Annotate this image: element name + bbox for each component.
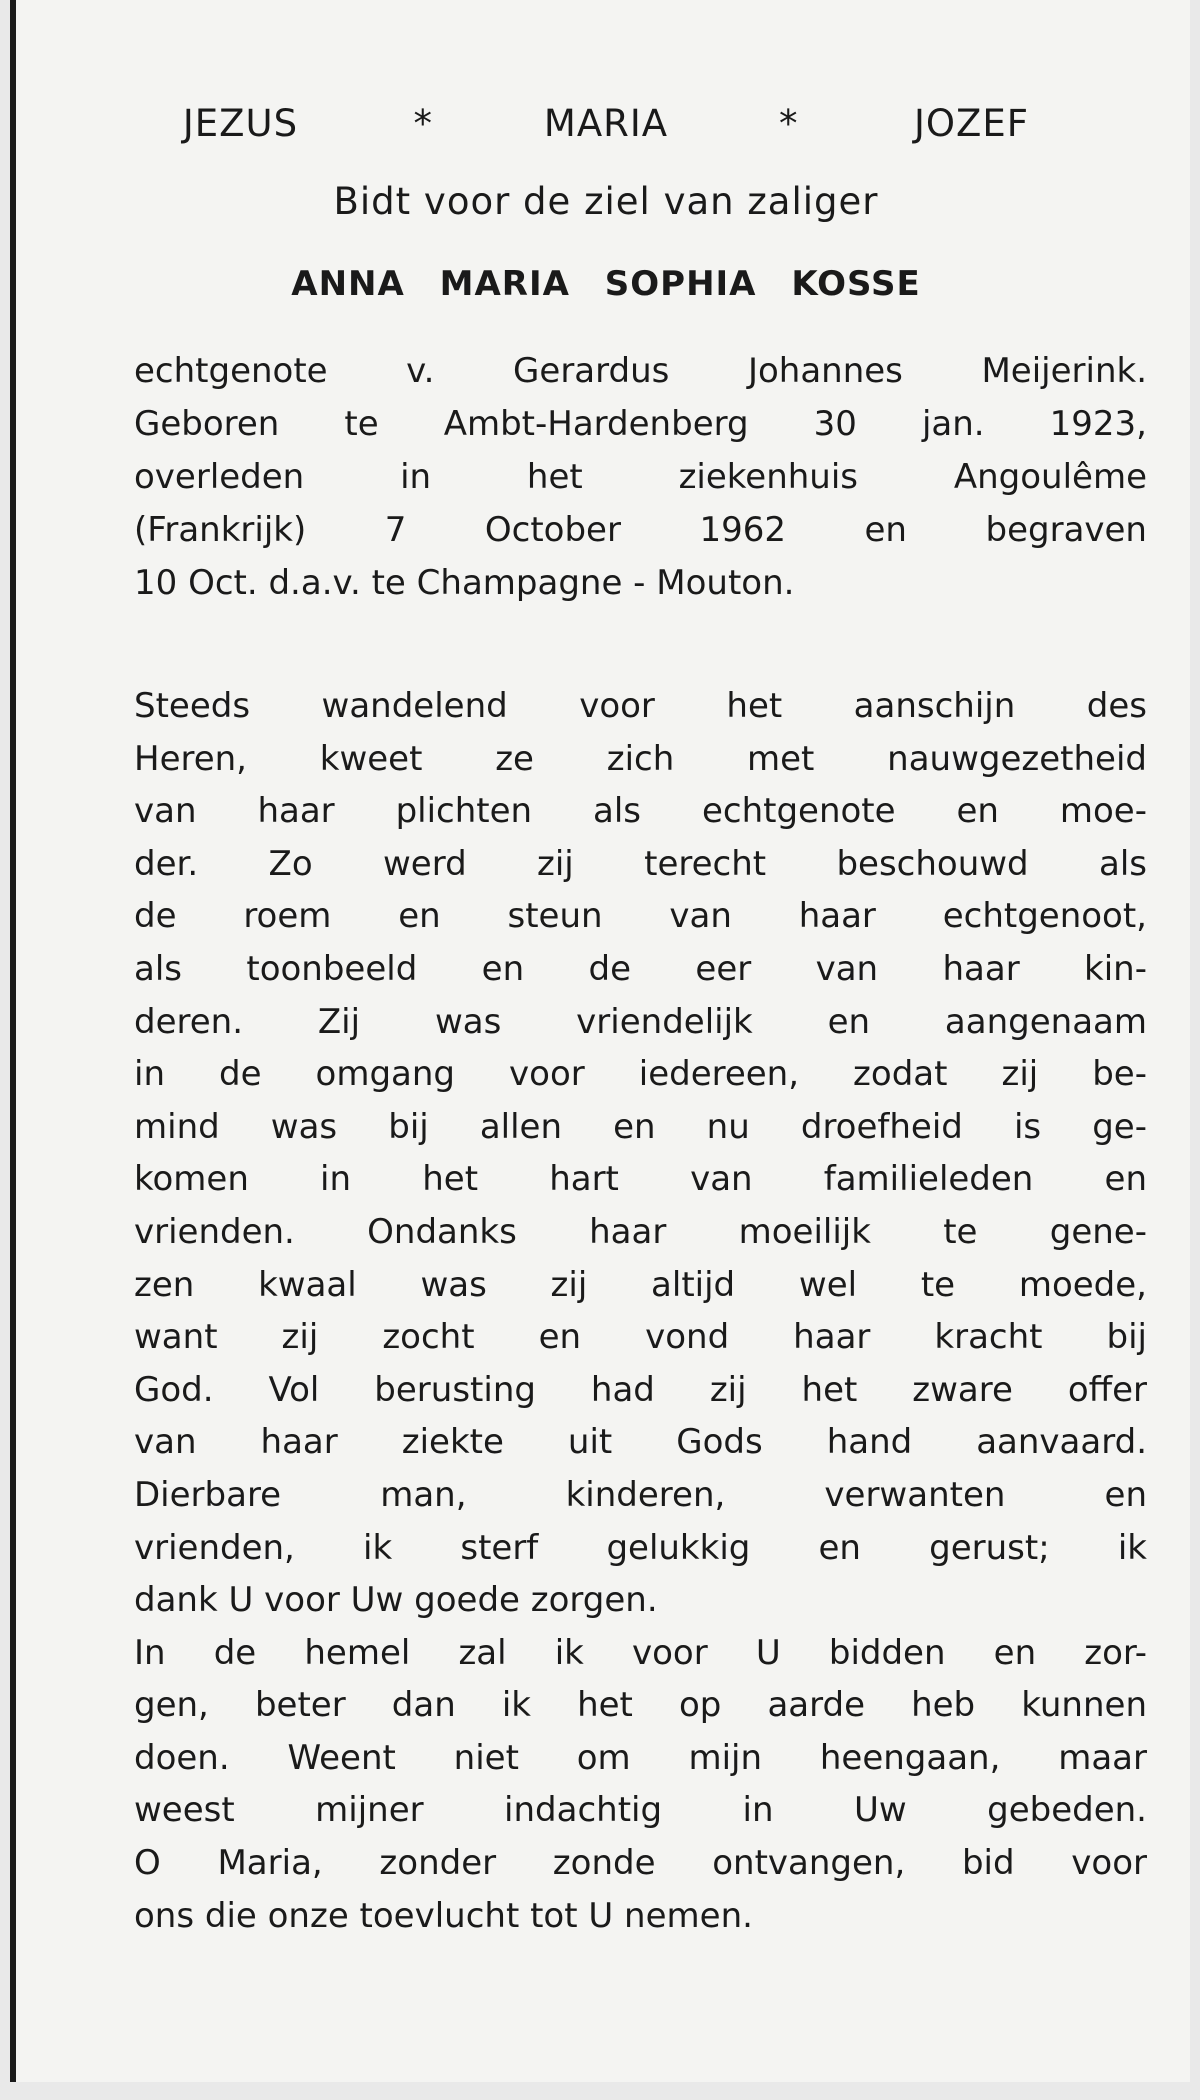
tribute-line: van haar plichten als echtgenote en moe- bbox=[134, 791, 1147, 832]
tribute-line: Dierbare man, kinderen, verwanten en bbox=[134, 1474, 1147, 1515]
tribute-line: gen, beter dan ik het op aarde heb kunnen bbox=[134, 1685, 1147, 1726]
tribute-line: In de hemel zal ik voor U bidden en zor- bbox=[134, 1632, 1147, 1673]
tribute-line: komen in het hart van familieleden en bbox=[134, 1159, 1147, 1200]
biography bbox=[134, 345, 1147, 610]
invocation-maria: MARIA bbox=[543, 102, 669, 145]
deceased-name: ANNA MARIA SOPHIA KOSSE bbox=[291, 264, 921, 304]
tribute-line: want zij zocht en vond haar kracht bij bbox=[134, 1317, 1147, 1358]
tribute-line: van haar ziekte uit Gods hand aanvaard. bbox=[134, 1422, 1147, 1463]
tribute-line: O Maria, zonder zonde ontvangen, bid voor bbox=[134, 1843, 1147, 1884]
tribute-line: Heren, kweet ze zich met nauwgezetheid bbox=[134, 738, 1147, 779]
bio-line: 10 Oct. d.a.v. te Champagne - Mouton. bbox=[134, 563, 795, 603]
tribute-line: als toonbeeld en de eer van haar kin- bbox=[134, 948, 1147, 989]
tribute-line: doen. Weent niet om mijn heengaan, maar bbox=[134, 1737, 1147, 1778]
invocation-jezus: JEZUS bbox=[182, 102, 299, 145]
bio-line: echtgenote v. Gerardus Johannes Meijerink. bbox=[134, 351, 1147, 391]
tribute-line: God. Vol berusting had zij het zware offer bbox=[134, 1369, 1147, 1410]
tribute-line: weest mijner indachtig in Uw gebeden. bbox=[134, 1790, 1147, 1831]
tribute-line: zen kwaal was zij altijd wel te moede, bbox=[134, 1264, 1147, 1305]
bio-line: (Frankrijk) 7 October 1962 en begraven bbox=[134, 510, 1147, 550]
invocation-separator: * bbox=[413, 102, 433, 145]
memorial-card bbox=[10, 0, 1190, 2082]
tribute-line: vrienden. Ondanks haar moeilijk te gene- bbox=[134, 1211, 1147, 1252]
tribute-line: deren. Zij was vriendelijk en aangenaam bbox=[134, 1001, 1147, 1042]
tribute-line: in de omgang voor iedereen, zodat zij be- bbox=[134, 1054, 1147, 1095]
bio-line: overleden in het ziekenhuis Angoulême bbox=[134, 457, 1147, 497]
tribute-line: de roem en steun van haar echtgenoot, bbox=[134, 896, 1147, 937]
tribute-line: der. Zo werd zij terecht beschouwd als bbox=[134, 843, 1147, 884]
invocation-line bbox=[16, 102, 1196, 145]
prayer-line: Bidt voor de ziel van zaliger bbox=[333, 180, 879, 223]
tribute-text bbox=[134, 680, 1147, 1942]
invocation-jozef: JOZEF bbox=[914, 102, 1030, 145]
tribute-line: dank U voor Uw goede zorgen. bbox=[134, 1580, 658, 1621]
invocation-separator: * bbox=[779, 102, 799, 145]
tribute-line: vrienden, ik sterf gelukkig en gerust; ik bbox=[134, 1527, 1147, 1568]
tribute-line: Steeds wandelend voor het aanschijn des bbox=[134, 686, 1147, 726]
bio-line: Geboren te Ambt-Hardenberg 30 jan. 1923, bbox=[134, 404, 1147, 444]
tribute-line: mind was bij allen en nu droefheid is ge- bbox=[134, 1106, 1147, 1147]
tribute-line: ons die onze toevlucht tot U nemen. bbox=[134, 1895, 753, 1936]
